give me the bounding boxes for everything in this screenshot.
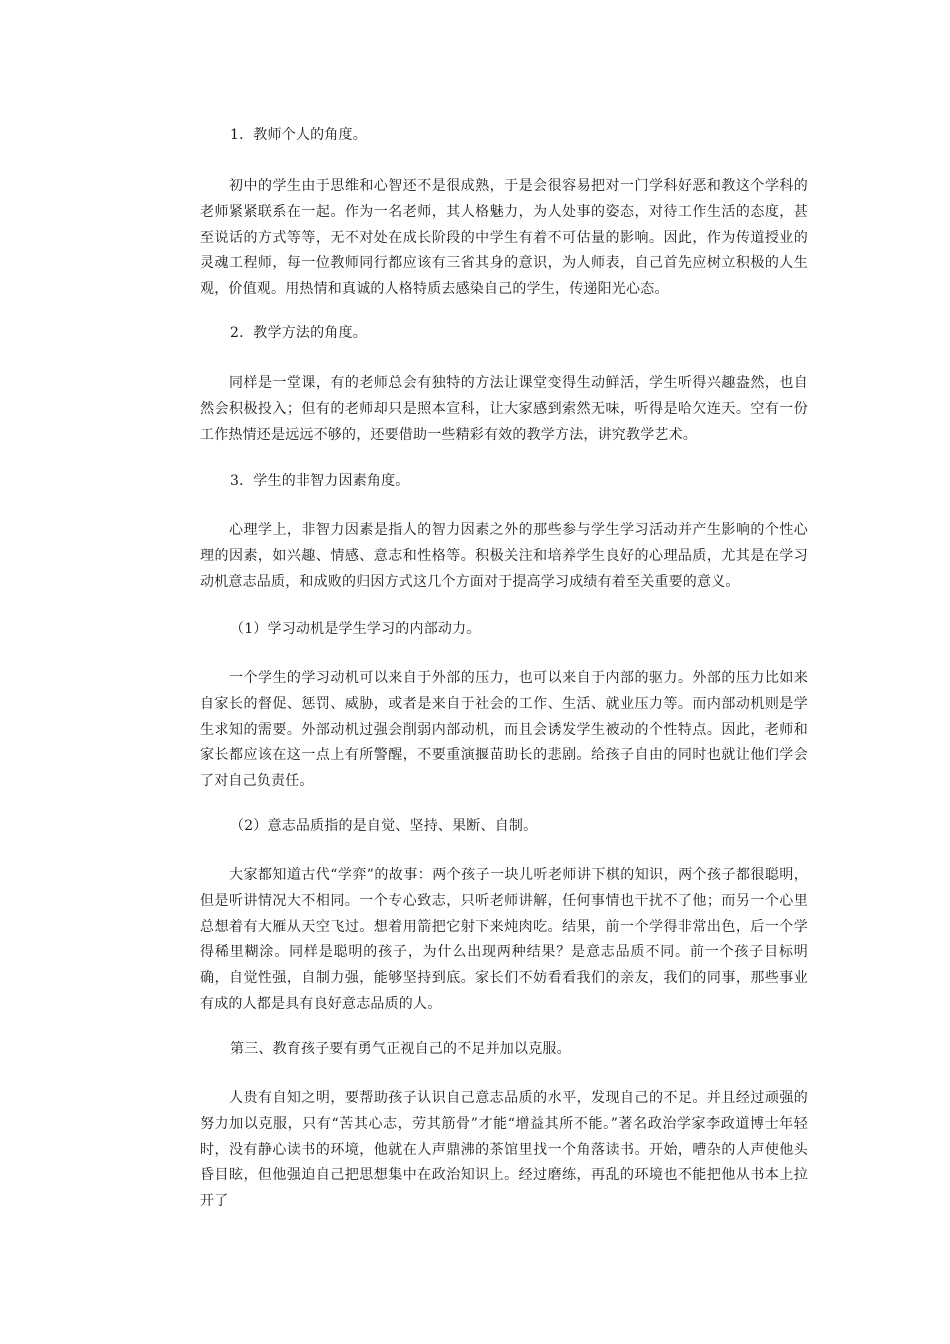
paragraph-teacher-personality: 初中的学生由于思维和心智还不是很成熟，于是会很容易把对一门学科好恶和教这个学科的老师紧紧联系在一起。作为一名老师，其人格魅力，为人处事的姿态，对待工作生活的态度，甚至说话的方式等等，无不对处在成长阶段的中学生有着不可估量的影响。因此，作为传道授业的灵魂工程师，每一位教师同行都应该有三省其身的意识，为人师表，自己首先应树立积极的人生观，价值观。用热情和真诚的人格特质去感染自己的学生，传递阳光心态。: [200, 178, 808, 298]
paragraph-non-intellectual-factors: 心理学上，非智力因素是指人的智力因素之外的那些参与学生学习活动并产生影响的个性心理的因素，如兴趣、情感、意志和性格等。积极关注和培养学生良好的心理品质，尤其是在学习动机意志品质，和成败的归因方式这几个方面对于提高学习成绩有着至关重要的意义。: [200, 522, 808, 590]
paragraph-xueyi-story: 大家都知道古代“学弈”的故事：两个孩子一块儿听老师讲下棋的知识，两个孩子都很聪明，但是听讲情况大不相同。一个专心致志，只听老师讲解，任何事情也干扰不了他；而另一个心里总想着有大雁从天空飞过。想着用箭把它射下来炖肉吃。结果，前一个学得非常出色，后一个学得稀里糊涂。同样是聪明的孩子，为什么出现两种结果？是意志品质不同。前一个孩子目标明确，自觉性强，自制力强，能够坚持到底。家长们不妨看看我们的亲友，我们的同事，那些事业有成的人都是具有良好意志品质的人。: [200, 867, 808, 1012]
section-heading-teaching-method: 2．教学方法的角度。: [230, 325, 367, 341]
section-heading-face-shortcomings: 第三、教育孩子要有勇气正视自己的不足并加以克服。: [230, 1041, 571, 1057]
subheading-learning-motivation: （1）学习动机是学生学习的内部动力。: [230, 621, 481, 637]
paragraph-teaching-method: 同样是一堂课，有的老师总会有独特的方法让课堂变得生动鲜活，学生听得兴趣盎然，也自然会积极投入；但有的老师却只是照本宣科，让大家感到索然无味，听得是哈欠连天。空有一份工作热情还是远远不够的，还要借助一些精彩有效的教学方法，讲究教学艺术。: [200, 375, 808, 443]
subheading-will-quality: （2）意志品质指的是自觉、坚持、果断、自制。: [230, 818, 538, 834]
section-heading-non-intellectual-factors: 3．学生的非智力因素角度。: [230, 473, 410, 489]
paragraph-learning-motivation: 一个学生的学习动机可以来自于外部的压力，也可以来自于内部的驱力。外部的压力比如来自家长的督促、惩罚、威胁，或者是来自于社会的工作、生活、就业压力等。而内部动机则是学生求知的需要。外部动机过强会削弱内部动机，而且会诱发学生被动的个性特点。因此，老师和家长都应该在这一点上有所警醒，不要重演揠苗助长的悲剧。给孩子自由的同时也就让他们学会了对自己负责任。: [200, 670, 808, 790]
section-heading-teacher-perspective: 1．教师个人的角度。: [230, 127, 367, 143]
paragraph-self-knowledge: 人贵有自知之明，要帮助孩子认识自己意志品质的水平，发现自己的不足。并且经过顽强的努力加以克服，只有“苦其心志，劳其筋骨”才能“增益其所不能。”著名政治学家李政道博士年轻时，没有静心读书的环境，他就在人声鼎沸的茶馆里找一个角落读书。开始，嘈杂的人声使他头昏目眩，但他强迫自己把思想集中在政治知识上。经过磨练，再乱的环境也不能把他从书本上拉开了: [200, 1090, 808, 1210]
